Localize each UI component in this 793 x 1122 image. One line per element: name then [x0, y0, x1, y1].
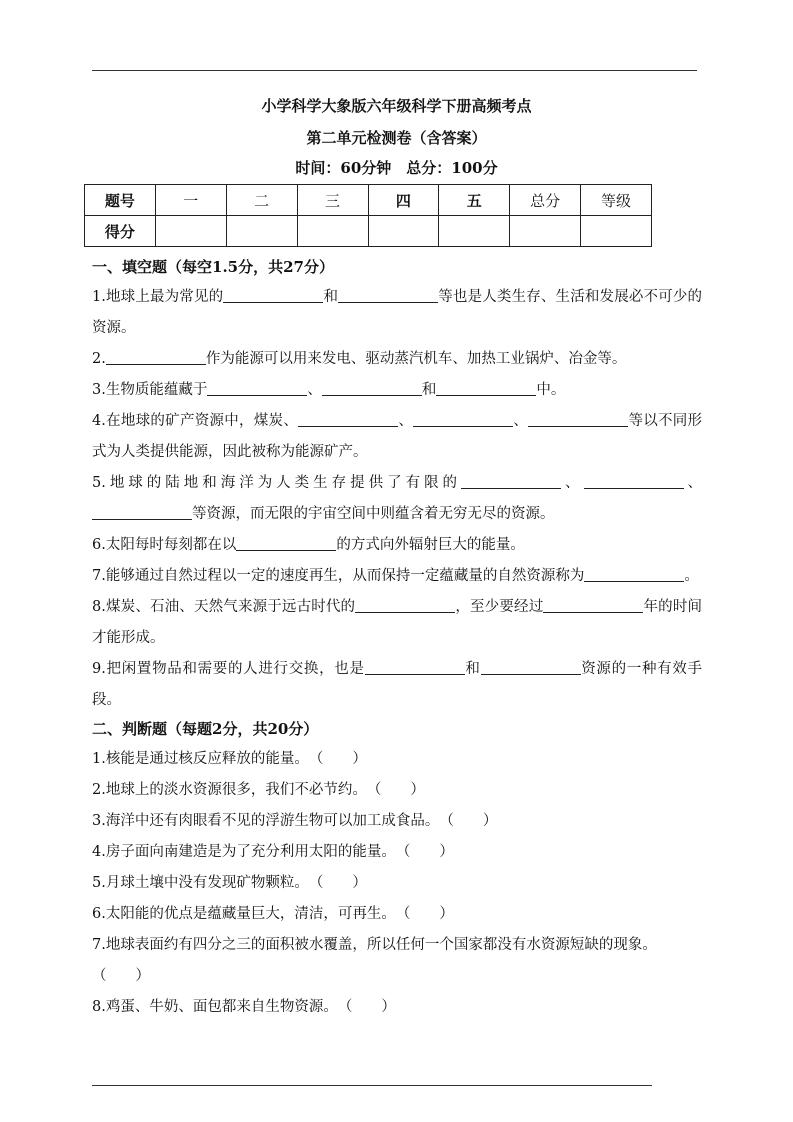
question-9	[92, 654, 702, 716]
question-7	[92, 561, 702, 592]
question-text: 、	[307, 382, 322, 398]
score-table-cell: 三	[297, 185, 368, 216]
score-table-cell: 二	[226, 185, 297, 216]
question-8	[92, 592, 702, 654]
score-input-cell[interactable]	[297, 216, 368, 247]
answer-blank[interactable]	[338, 288, 438, 304]
answer-paren[interactable]: （ ）	[337, 999, 396, 1015]
judge-question-6	[92, 899, 702, 930]
score-input-cell[interactable]	[439, 216, 510, 247]
score-table-header-row	[85, 185, 652, 216]
answer-blank[interactable]	[543, 598, 643, 614]
answer-paren[interactable]: （ ）	[439, 813, 498, 829]
answer-blank[interactable]	[322, 381, 422, 397]
question-text: 1.地球上最为常见的	[92, 289, 224, 305]
answer-paren[interactable]: （ ）	[366, 782, 425, 798]
section-heading-true-false: 二、判断题（每题2分，共20分）	[92, 720, 319, 738]
answer-paren[interactable]: （ ）	[395, 844, 454, 860]
question-2	[92, 344, 702, 375]
question-text: 、	[398, 413, 414, 429]
question-3	[92, 375, 702, 406]
score-input-cell[interactable]	[368, 216, 439, 247]
judge-question-5	[92, 868, 702, 899]
answer-blank[interactable]	[436, 381, 536, 397]
question-text: 等以不同形式为人类提供能源，因此被称为能源矿产。	[92, 413, 703, 460]
answer-paren[interactable]: （ ）	[92, 968, 150, 984]
score-input-cell[interactable]	[581, 216, 652, 247]
question-text: 9.把闲置物品和需要的人进行交换，也是	[92, 661, 365, 677]
judge-question-3	[92, 806, 702, 837]
question-text: 5.地球的陆地和海洋为人类生存提供了有限的	[92, 475, 462, 491]
question-text: 、	[561, 475, 584, 491]
answer-blank[interactable]	[461, 474, 561, 490]
question-text: 1.核能是通过核反应释放的能量。	[92, 751, 309, 767]
question-text: 、	[513, 413, 529, 429]
question-5	[92, 468, 702, 530]
score-input-cell[interactable]	[226, 216, 297, 247]
question-text: 8.鸡蛋、牛奶、面包都来自生物资源。	[92, 999, 338, 1015]
question-text: 和	[323, 289, 339, 305]
question-text: 4.房子面向南建造是为了充分利用太阳的能量。	[92, 844, 396, 860]
score-input-cell[interactable]	[510, 216, 581, 247]
answer-blank[interactable]	[365, 660, 465, 676]
question-text: 7.地球表面约有四分之三的面积被水覆盖，所以任何一个国家都没有水资源短缺的现象。	[92, 937, 657, 953]
score-table-cell: 总分	[510, 185, 581, 216]
answer-paren[interactable]: （ ）	[395, 906, 454, 922]
answer-blank[interactable]	[413, 412, 513, 428]
answer-blank[interactable]	[481, 660, 581, 676]
answer-blank[interactable]	[106, 350, 206, 366]
question-text: ，至少要经过	[455, 599, 544, 615]
score-table-cell: 四	[368, 185, 439, 216]
answer-blank[interactable]	[298, 412, 398, 428]
top-rule	[92, 70, 697, 71]
answer-blank[interactable]	[236, 536, 336, 552]
judge-question-1	[92, 744, 702, 775]
question-text: 2.地球上的淡水资源很多，我们不必节约。	[92, 782, 367, 798]
answer-paren[interactable]: （ ）	[308, 751, 367, 767]
question-text: 2.	[92, 351, 106, 367]
question-text: 的方式向外辐射巨大的能量。	[336, 537, 525, 553]
answer-blank[interactable]	[584, 567, 684, 583]
score-table-score-row	[85, 216, 652, 247]
question-text: 5.月球土壤中没有发现矿物颗粒。	[92, 875, 309, 891]
answer-paren[interactable]: （ ）	[308, 875, 367, 891]
answer-blank[interactable]	[355, 598, 455, 614]
time-score-line: 时间：60分钟 总分：100分	[295, 159, 498, 177]
question-text: 8.煤炭、石油、天然气来源于远古时代的	[92, 599, 356, 615]
judge-question-8	[92, 992, 702, 1023]
judge-question-7-paren-line	[92, 961, 702, 992]
question-text: 和	[464, 661, 481, 677]
exam-content	[92, 254, 702, 1023]
section-heading-fill-blank: 一、填空题（每空1.5分，共27分）	[92, 258, 334, 276]
question-text: 和	[421, 382, 437, 398]
question-6	[92, 530, 702, 561]
page-title: 小学科学大象版六年级科学下册高频考点	[261, 97, 532, 115]
judge-question-4	[92, 837, 702, 868]
score-table-cell: 五	[439, 185, 510, 216]
question-text: 、	[683, 475, 703, 491]
score-table-cell: 一	[155, 185, 226, 216]
score-table-cell: 等级	[581, 185, 652, 216]
answer-blank[interactable]	[528, 412, 628, 428]
score-table-cell: 得分	[85, 216, 156, 247]
bottom-rule	[92, 1085, 652, 1086]
page-subtitle: 第二单元检测卷（含答案）	[306, 129, 487, 147]
question-text: 年的时间才能形成。	[92, 599, 703, 646]
question-text: 7.能够通过自然过程以一定的速度再生，从而保持一定蕴藏量的自然资源称为	[92, 568, 585, 584]
answer-blank[interactable]	[584, 474, 684, 490]
question-text: 资源的一种有效手段。	[92, 661, 703, 708]
judge-question-2	[92, 775, 702, 806]
question-4	[92, 406, 702, 468]
score-table	[84, 184, 652, 247]
score-input-cell[interactable]	[155, 216, 226, 247]
question-text: 4.在地球的矿产资源中，煤炭、	[92, 413, 299, 429]
question-text: 3.海洋中还有肉眼看不见的浮游生物可以加工成食品。	[92, 813, 440, 829]
question-text: 。	[684, 568, 699, 584]
judge-question-7	[92, 930, 702, 961]
answer-blank[interactable]	[207, 381, 307, 397]
question-text: 作为能源可以用来发电、驱动蒸汽机车、加热工业锅炉、冶金等。	[205, 351, 627, 367]
question-text: 6.太阳能的优点是蕴藏量巨大，清洁，可再生。	[92, 906, 396, 922]
question-text: 等也是人类生存、生活和发展必不可少的资源。	[92, 289, 702, 336]
answer-blank[interactable]	[92, 505, 192, 521]
question-1	[92, 282, 702, 344]
question-text: 3.生物质能蕴藏于	[92, 382, 208, 398]
question-text: 6.太阳每时每刻都在以	[92, 537, 237, 553]
question-text: 等资源，而无限的宇宙空间中则蕴含着无穷无尽的资源。	[192, 506, 555, 522]
question-text: 中。	[536, 382, 566, 398]
score-table-cell: 题号	[85, 185, 156, 216]
answer-blank[interactable]	[223, 288, 323, 304]
